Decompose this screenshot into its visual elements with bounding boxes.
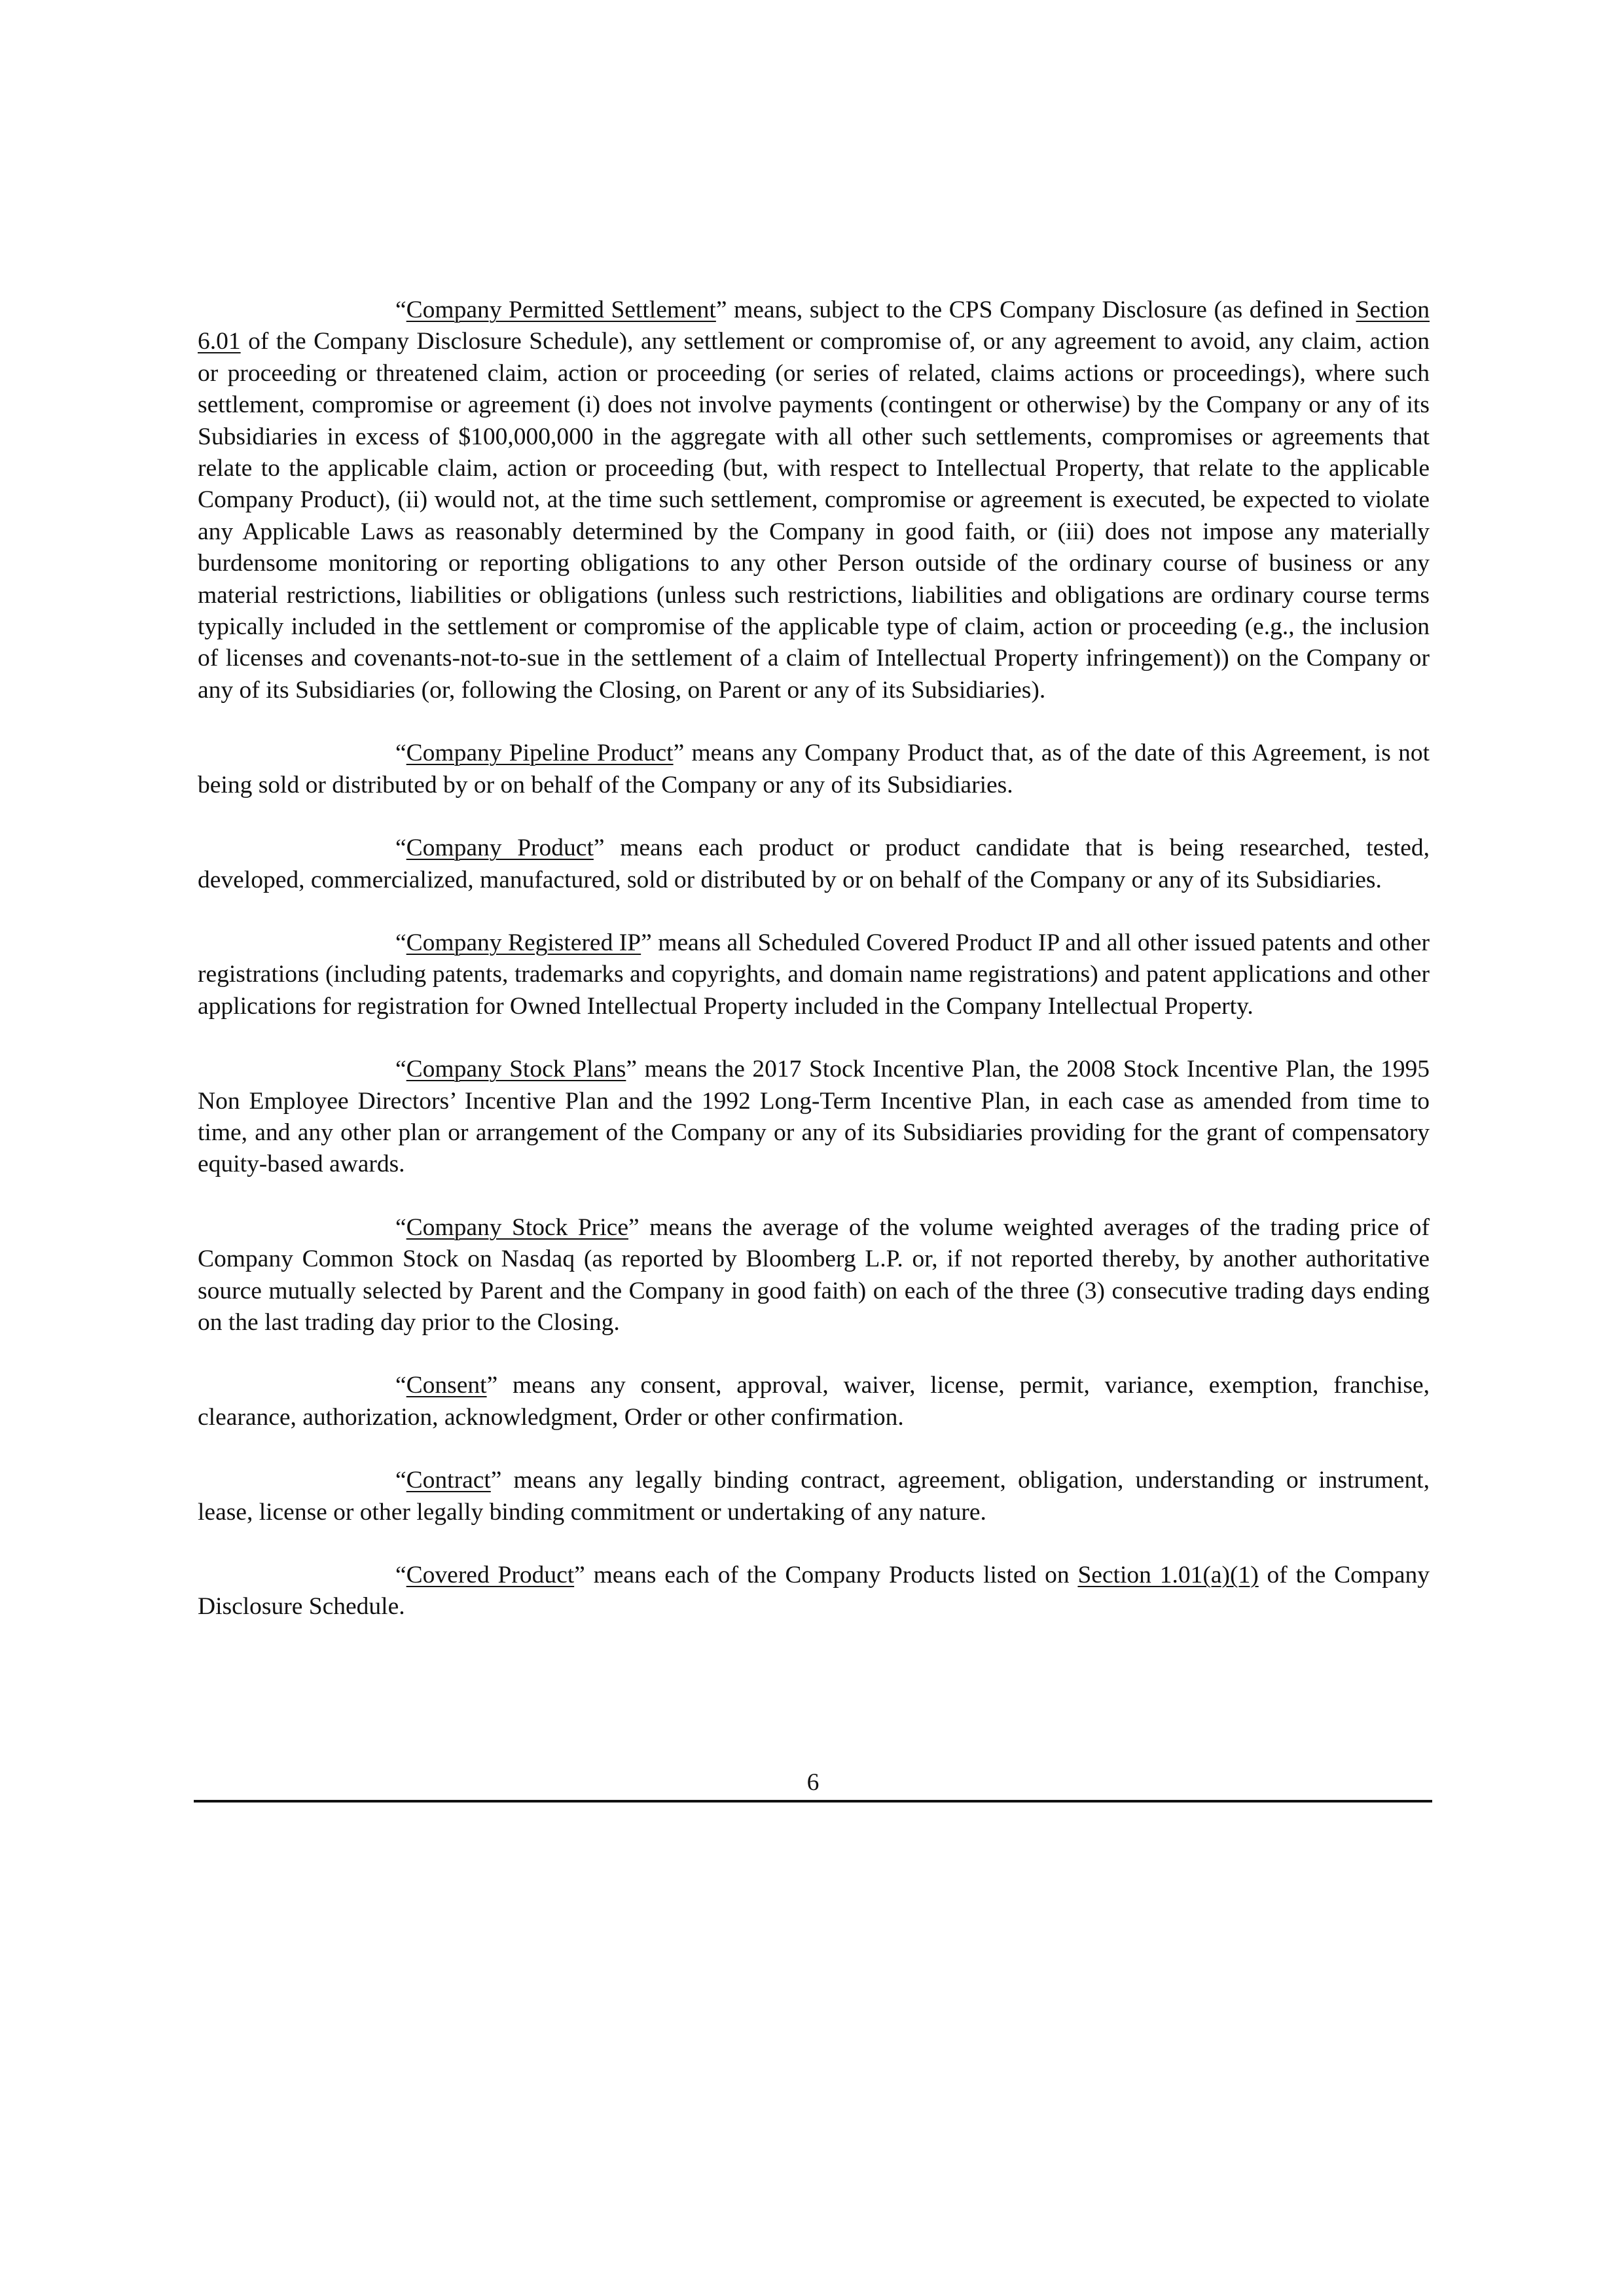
open-quote: “ [395, 1213, 406, 1241]
open-quote: “ [395, 1056, 406, 1083]
page-body [198, 295, 1430, 1655]
definition-text: ” means, subject to the CPS Company Disclosure (as defined in [715, 296, 1356, 323]
open-quote: “ [395, 1467, 406, 1494]
definition-text-continued: of the Company Disclosure Schedule. [198, 1562, 1430, 1621]
defined-term: Company Stock Price [406, 1213, 628, 1241]
section-reference: Section 6.01 [198, 296, 1430, 355]
open-quote: “ [395, 740, 406, 767]
definition-company-pipeline-product [198, 738, 1430, 801]
open-quote: “ [395, 834, 406, 862]
footer-divider [194, 1800, 1432, 1803]
defined-term: Company Stock Plans [406, 1056, 626, 1083]
definition-consent [198, 1370, 1430, 1433]
defined-term: Company Pipeline Product [406, 740, 674, 767]
definition-text: ” means each product or product candidate that is being researched, tested, developed, commercialized, manufactured, sold or distributed by or on behalf of the Company or any of its Subsidiaries. [198, 834, 1430, 893]
open-quote: “ [395, 1372, 406, 1399]
definition-company-registered-ip [198, 927, 1430, 1022]
defined-term: Consent [406, 1372, 487, 1399]
defined-term: Contract [406, 1467, 491, 1494]
open-quote: “ [395, 296, 406, 323]
defined-term: Covered Product [406, 1562, 575, 1588]
definition-text: ” means any consent, approval, waiver, license, permit, variance, exemption, franchise, clearance, authorization, acknowledgment, Order or other confirmation. [198, 1372, 1430, 1431]
page-number: 6 [806, 1769, 820, 1796]
definition-text: ” means any legally binding contract, agreement, obligation, understanding or instrument, lease, license or other legally binding commitment or undertaking of any nature. [198, 1467, 1430, 1526]
definition-text: ” means the average of the volume weighted averages of the trading price of Company Common Stock on Nasdaq (as reported by Bloomberg L.P. or, if not reported thereby, by another authoritative source mutually selected by Parent and the Company in good faith) on each of the three (3) consecutive trading days ending on the last trading day prior to the Closing. [198, 1213, 1430, 1336]
defined-term: Company Registered IP [406, 929, 641, 956]
defined-term: Company Product [406, 834, 594, 862]
definition-covered-product [198, 1560, 1430, 1623]
definition-company-stock-plans [198, 1054, 1430, 1181]
definition-text: ” means the 2017 Stock Incentive Plan, the 2008 Stock Incentive Plan, the 1995 Non Employee Directors’ Incentive Plan and the 1992 Long-Term Incentive Plan, in each case as amended from time to time, and any other plan or arrangement of the Company or any of its Subsidiaries providing for the grant of compensatory equity-based awards. [198, 1056, 1430, 1178]
definition-company-product [198, 833, 1430, 896]
definition-text: ” means each of the Company Products listed on [574, 1562, 1078, 1588]
defined-term: Company Permitted Settlement [406, 296, 716, 323]
definition-text-continued: of the Company Disclosure Schedule), any settlement or compromise of, or any agreement to avoid, any claim, action or proceeding or threatened claim, action or proceeding (or series of related, claims actions or proceedings), where such settlement, compromise or agreement (i) does not involve payments (contingent or otherwise) by the Company or any of its Subsidiaries in excess of $100,000,000 in the aggregate with all other such settlements, compromises or agreements that relate to the applicable claim, action or proceeding (but, with respect to Intellectual Property, that relate to the applicable Company Product), (ii) would not, at the time such settlement, compromise or agreement is executed, be expected to violate any Applicable Laws as reasonably determined by the Company in good faith, or (iii) does not impose any materially burdensome monitoring or reporting obligations to any other Person outside of the ordinary course of business or any material restrictions, liabilities or obligations (unless such restrictions, liabilities and obligations are ordinary course terms typically included in the settlement or compromise of the applicable type of claim, action or proceeding (e.g., the inclusion of licenses and covenants-not-to-sue in the settlement of a claim of Intellectual Property infringement)) on the Company or any of its Subsidiaries (or, following the Closing, on Parent or any of its Subsidiaries). [198, 328, 1430, 704]
definition-company-permitted-settlement [198, 295, 1430, 706]
open-quote: “ [395, 929, 406, 956]
section-reference: Section 1.01(a)(1) [1077, 1562, 1259, 1588]
definition-text: ” means all Scheduled Covered Product IP and all other issued patents and other registrations (including patents, trademarks and copyrights, and domain name registrations) and patent applications and other applications for registration for Owned Intellectual Property included in the Company Intellectual Property. [198, 929, 1430, 1020]
definition-contract [198, 1465, 1430, 1528]
open-quote: “ [395, 1562, 406, 1588]
definition-company-stock-price [198, 1212, 1430, 1339]
page-footer [194, 1768, 1432, 1803]
definition-text: ” means any Company Product that, as of the date of this Agreement, is not being sold or distributed by or on behalf of the Company or any of its Subsidiaries. [198, 740, 1430, 798]
